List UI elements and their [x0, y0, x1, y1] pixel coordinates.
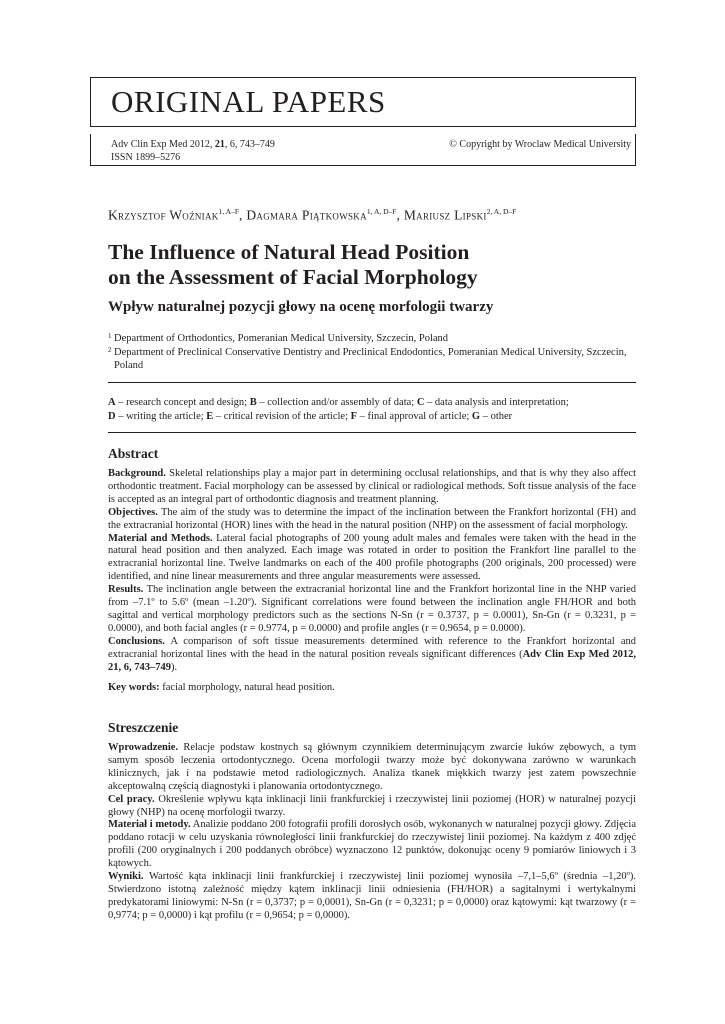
affiliation-item: 2 Department of Preclinical Conservative Dentistry and Preclinical Endodontics, Pomeranian Medical University, Szczecin, Poland	[108, 345, 627, 371]
divider	[108, 382, 636, 383]
affiliations	[108, 332, 638, 373]
citation-volume: 21	[214, 139, 225, 150]
abstract-body	[108, 468, 636, 694]
abstract-methods: Material and Methods. Lateral facial photographs of 200 young adult males and females were taken with the head in the natural head position and then analyzed. Each image was rotated in order to position the Frankfort line parallel to the extracranial horizontal line. Twelve landmarks on each of the 400 profile photographs (200 originals, 200 processed) were identified, and nine linear measurements and three angular measurements were assessed.	[108, 532, 636, 583]
author-name: Dagmara Piątkowska	[246, 207, 367, 223]
article-subtitle-polish: Wpływ naturalnej pozycji głowy na ocenę morfologii twarzy	[108, 299, 494, 315]
streszczenie-wprowadzenie: Wprowadzenie. Relacje podstaw kostnych są głównym czynnikiem determinującym zwarcie łuków zębowych, a tym samym sposób leczenia ortodontycznego. Ocena morfologii twarzy może być dokonywana zarówno w warunkach klinicznych, jak i na podstawie metod radiologicznych. Analiza tkanek miękkich twarzy jest zatem powszechnie akceptowalną częścią diagnostyki i planowania ortodontycznego.	[108, 742, 636, 792]
author-name: Krzysztof Woźniak	[108, 207, 219, 223]
abstract-objectives: Objectives. The aim of the study was to determine the impact of the inclination between the Frankfort horizontal (FH) and the extracranial horizontal (HOR) lines with the head in the natural position (NHP) on the assessment of facial morphology.	[108, 506, 636, 531]
divider	[108, 432, 636, 433]
copyright-notice: © Copyright by Wroclaw Medical University	[449, 139, 631, 150]
author-affiliation-marker: 1, A, D–F	[366, 207, 397, 216]
keywords: Key words: facial morphology, natural head position.	[108, 681, 335, 693]
article-title: The Influence of Natural Head Position on the Assessment of Facial Morphology	[108, 240, 478, 289]
abstract-heading: Abstract	[108, 446, 159, 461]
article-citation: Adv Clin Exp Med 2012, 21, 6, 743–749	[108, 648, 636, 673]
streszczenie-wyniki: Wyniki. Wartość kąta inklinacji linii frankfurckiej i rzeczywistej linii poziomej wynosiła –7,1–5,6º (średnia –1,20º). Stwierdzono istotną zależność między kątem inklinacji linii odniesienia (FH/HOR) a sagitalnymi i wertykalnymi predykatorami liniowymi: N-Sn (r = 0,3737; p = 0,0001), Sn-Gn (r = 0,3231; p = 0,0000) oraz kątowymi: kąt twarzowy (r = 0,9774; p = 0,0000) i kąt profilu (r = 0,9654; p = 0,0000).	[108, 871, 636, 921]
streszczenie-material: Materiał i metody. Analizie poddano 200 fotografii profili dorosłych osób, wykonanych w naturalnej pozycji głowy. Zdjęcia poddano rotacji w celu uzyskania równoległości linii frankfurckiej do rzeczywistej linii poziomej. Na każdym z 400 zdjęć profili (200 oryginalnych i 200 poddanych obróbce) wyznaczono 12 punktów, dokonując oceny 9 pomiarów liniowych i 3 kątowych.	[108, 819, 636, 870]
author-list: Krzysztof Woźniak$^{1, A-F}$, Dagmara Piątkowska$^{1, A, D-F}$, Mariusz Lipski$^{2, A, D-F}$	[108, 207, 517, 223]
author-affiliation-marker: 1, A–F	[218, 207, 239, 216]
journal-meta-box	[90, 134, 636, 166]
streszczenie-cel: Cel pracy. Określenie wpływu kąta inklinacji linii frankfurckiej i rzeczywistej linii poziomej (HOR) w naturalnej pozycji głowy (NHP) na ocenę morfologii twarzy.	[108, 793, 637, 818]
author-affiliation-marker: 2, A, D–F	[486, 207, 517, 216]
abstract-background: Background. Skeletal relationships play a major part in determining occlusal relationships, and that is why they also affect orthodontic treatment. Facial morphology can be assessed by clinical or radiological methods. Soft tissue analysis of the face is accepted as an integral part of orthodontic diagnosis and treatment planning.	[108, 468, 636, 505]
affiliation-item: 1 Department of Orthodontics, Pomeranian Medical University, Szczecin, Poland	[108, 332, 449, 344]
streszczenie-heading: Streszczenie	[108, 720, 179, 735]
abstract-results: Results. The inclination angle between the extracranial horizontal line and the Frankfort horizontal line in the NHP varied from –7.1º to 5.6º (mean –1.20º). Significant correlations were found between the inclination angle FH/HOR and both sagittal and vertical morphology predictors such as the sections N-Sn (r = 0.3737, p = 0.0001), Sn-Gn (r = 0.3231, p = 0.0000), and both facial angles (r = 0.9774, p = 0.0000) and profile angles (r = 0.9654, p = 0.0000).	[108, 584, 636, 634]
section-header-box	[90, 77, 636, 127]
streszczenie-body	[108, 742, 636, 923]
section-title: ORIGINAL PAPERS	[111, 84, 386, 119]
abstract-conclusions: Conclusions. A comparison of soft tissue measurements determined with reference to the Frankfort horizontal and extracranial horizontal lines with the head in the natural position reveals significant differences (Adv Clin Exp Med 2012, 21, 6, 743–749).	[108, 635, 636, 673]
author-contributions: A – research concept and design; B – collection and/or assembly of data; C – data analysis and interpretation; D – writing the article; E – critical revision of the article; F – final approval of article; G – other	[108, 397, 569, 422]
journal-citation: Adv Clin Exp Med 2012, 21, 6, 743–749 ISSN 1899–5276	[111, 139, 275, 163]
author-name: Mariusz Lipski	[403, 207, 487, 223]
issn: ISSN 1899–5276	[111, 152, 181, 163]
